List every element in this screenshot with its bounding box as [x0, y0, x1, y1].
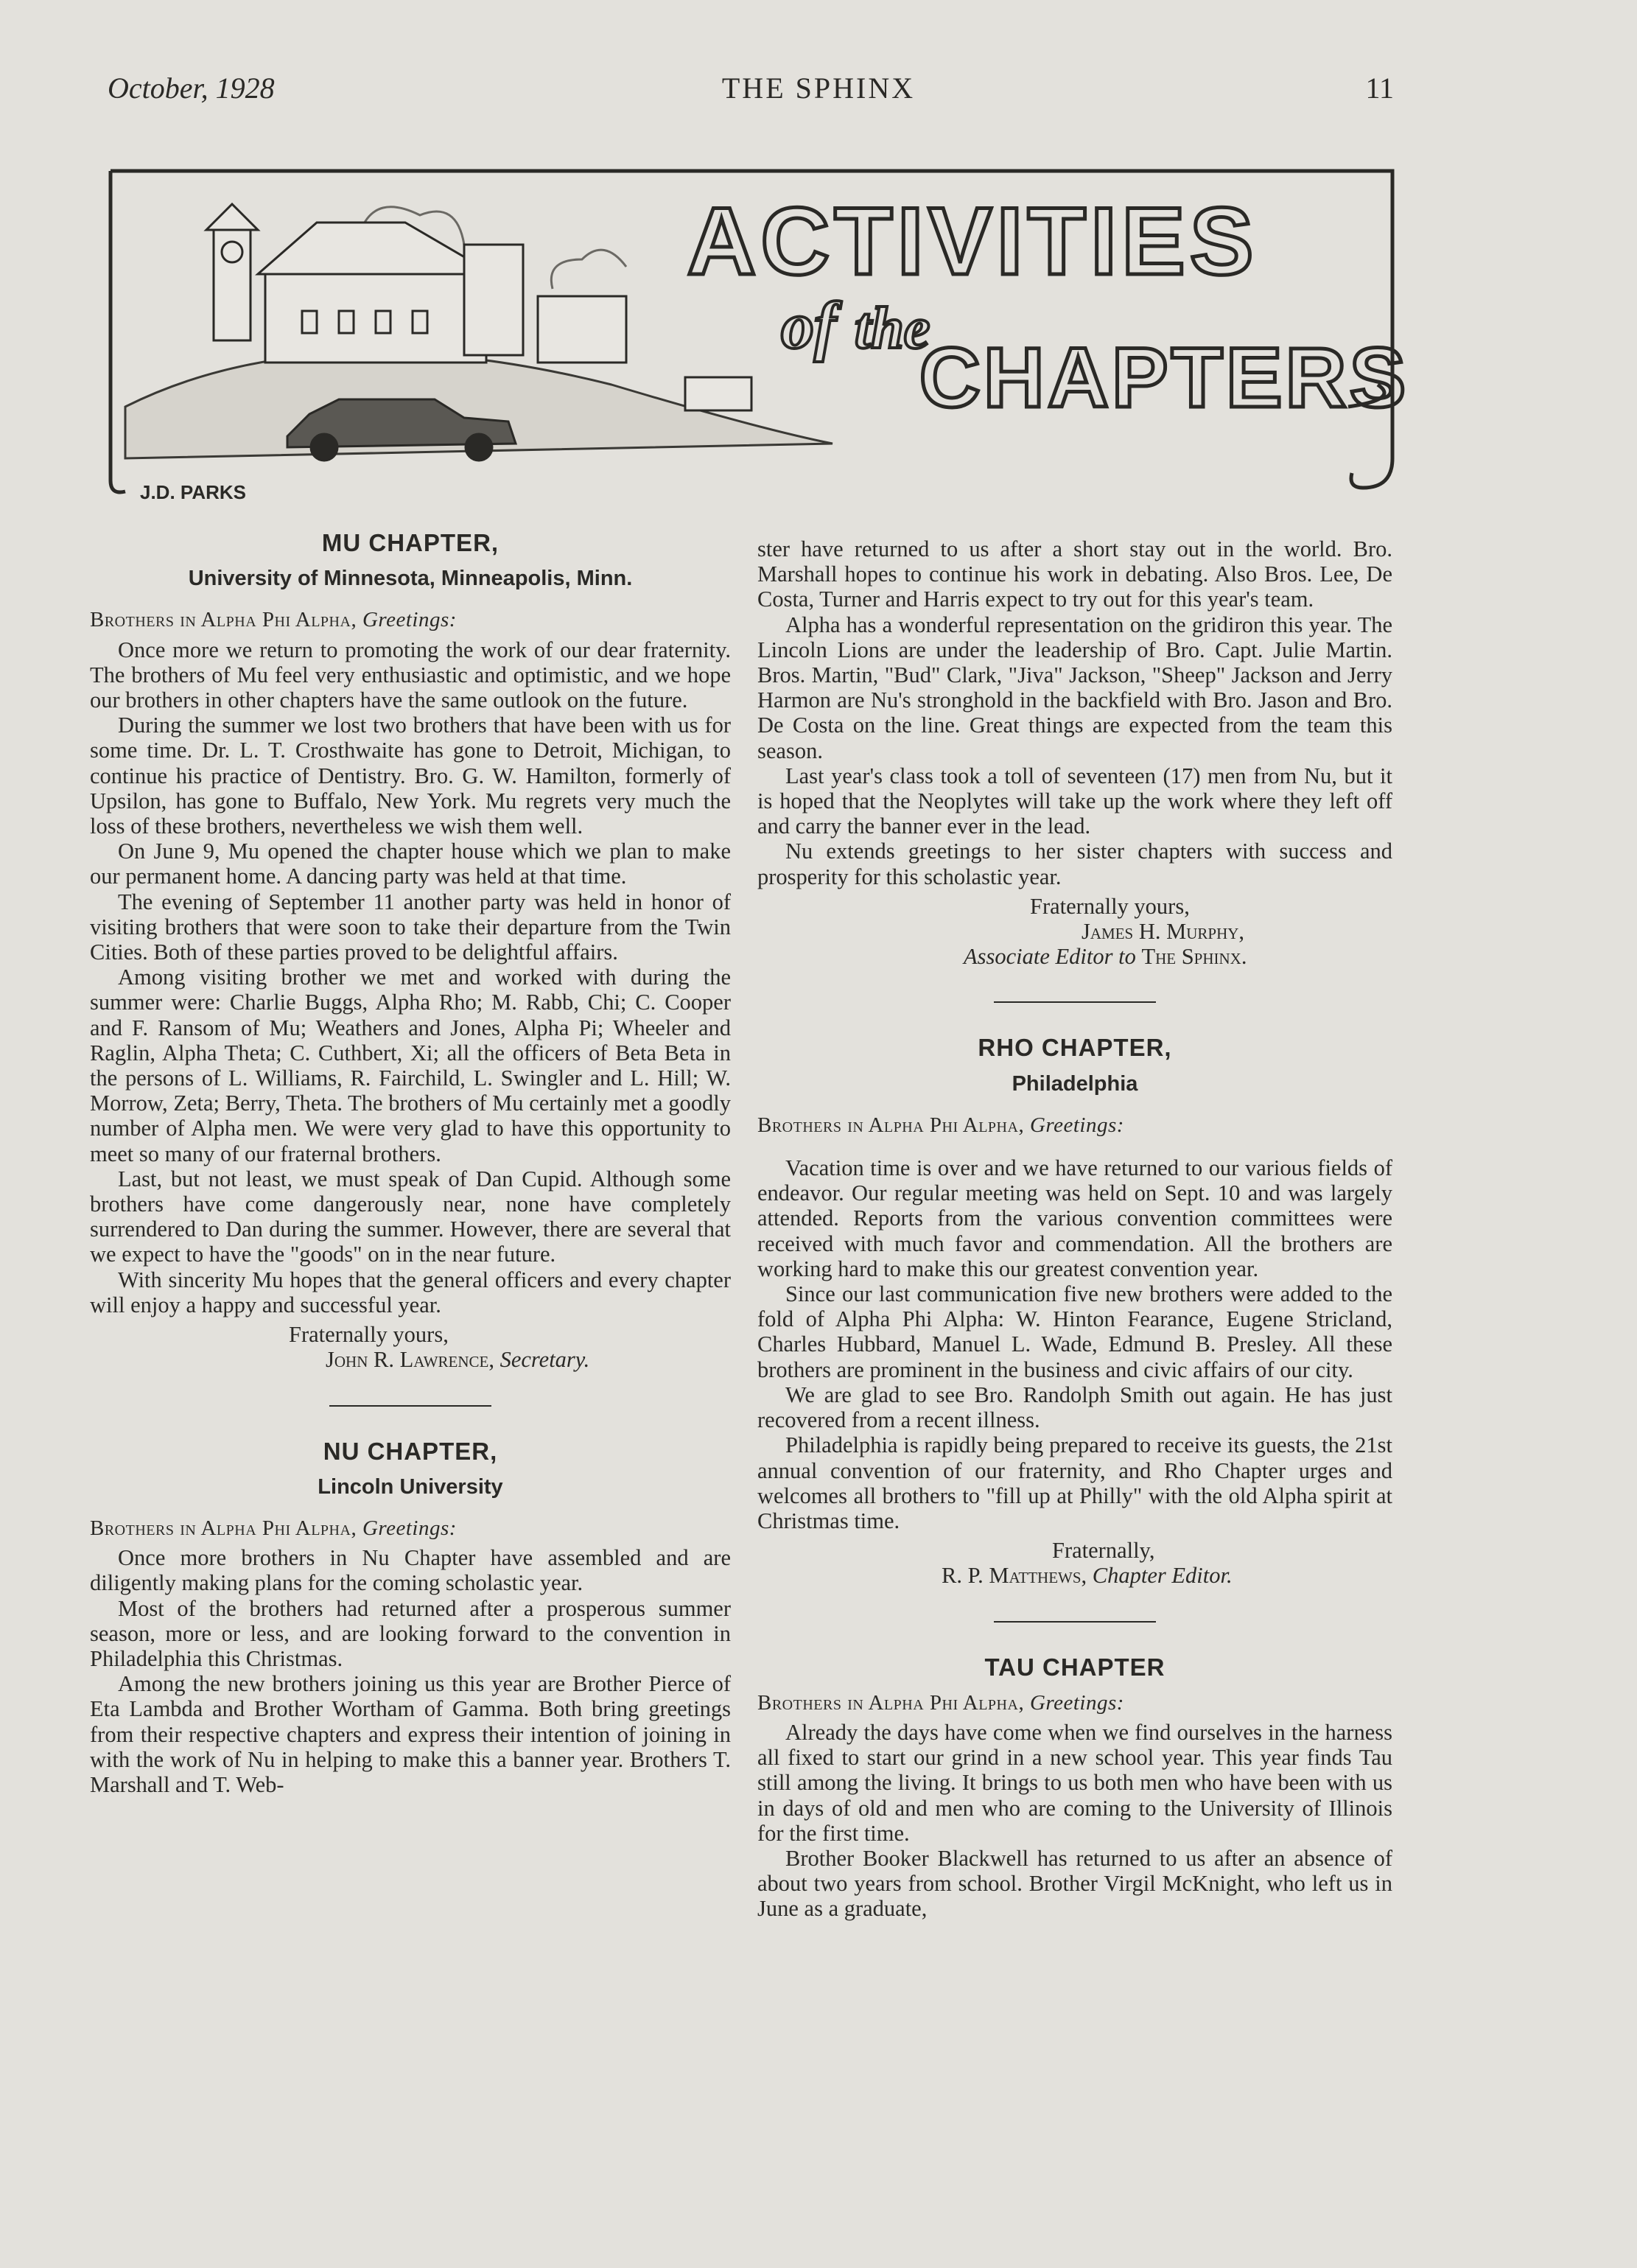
page-number: 11: [1365, 71, 1394, 105]
mu-paragraph: During the summer we lost two brothers that have been with us for some time. Dr. L. T. Crosthwaite has gone to Detroit, Michigan, to continue his practice of Dentistry. Bro. G. W. Hamilton, formerly of Upsilon, has gone to Buffalo, New York. Mu regrets very much the loss of these brothers, nevertheless we wish them well.: [90, 713, 731, 839]
nu-chapter-heading: NU CHAPTER,: [323, 1437, 498, 1465]
running-head: [0, 71, 1637, 115]
mu-chapter-section: [90, 531, 731, 1373]
banner-title-the: the: [855, 296, 930, 361]
rho-paragraph: Philadelphia is rapidly being prepared to receive its guests, the 21st annual convention of our fraternity, and Rho Chapter urges and welcomes all brothers to "fill up at Philly" with the old Alpha spirit at Christmas time.: [757, 1432, 1392, 1533]
mu-paragraph: With sincerity Mu hopes that the general officers and every chapter will enjoy a happy and successful year.: [90, 1267, 731, 1317]
banner-title-line1: ACTIVITIES: [687, 187, 1258, 295]
rho-chapter-heading: RHO CHAPTER,: [978, 1034, 1172, 1062]
section-divider: [329, 1405, 491, 1407]
left-column: [90, 531, 731, 1797]
mu-paragraph: The evening of September 11 another party was held in honor of visiting brothers that were soon to take their departure from the Twin Cities. Both of these parties proved to be delightful affairs.: [90, 889, 731, 965]
tau-chapter-section: [757, 1655, 1392, 1922]
banner-illustration: [96, 164, 1407, 503]
nu-paragraph: Alpha has a wonderful representation on the gridiron this year. The Lincoln Lions are under the leadership of Bro. Capt. Julie Martin. Bros. Martin, "Bud" Clark, "Jiva" Jackson, "Sheep" Jackson and Jerry Harmon are Nu's stronghold in the backfield with Bro. Jason and Bro. De Costa on the line. Great things are expected from the team this season.: [757, 612, 1392, 763]
publication-title: THE SPHINX: [721, 71, 916, 105]
rho-chapter-subheading: Philadelphia: [1012, 1071, 1138, 1096]
nu-continuation: ster have returned to us after a short stay out in the world. Bro. Marshall hopes to continue his work in debating. Also Bros. Lee, De Costa, Turner and Harris expect to try out for this year's team.: [757, 536, 1392, 612]
chapters-banner: [96, 164, 1407, 503]
rho-chapter-section: [757, 1035, 1392, 1588]
mu-greeting: Brothers in Alpha Phi Alpha, Greetings:: [90, 608, 457, 632]
nu-paragraph: Once more brothers in Nu Chapter have assembled and are diligently making plans for the coming scholastic year.: [90, 1545, 731, 1596]
tau-paragraph: Brother Booker Blackwell has returned to us after an absence of about two years from school. Brother Virgil McKnight, who left us in June as a graduate,: [757, 1845, 1392, 1922]
right-column: [757, 536, 1392, 1922]
rho-greeting: Brothers in Alpha Phi Alpha, Greetings:: [757, 1113, 1124, 1137]
rho-paragraph: Since our last communication five new brothers were added to the fold of Alpha Phi Alpha: W. Hinton Fearance, Eugene Stricland, Charles Hubbard, Manuel L. Wade, Edmund B. Presley. All these brothers are prominent in the business and civic affairs of our city.: [757, 1281, 1392, 1382]
mu-chapter-subheading: University of Minnesota, Minneapolis, Minn.: [188, 567, 633, 591]
mu-paragraph: Last, but not least, we must speak of Dan Cupid. Although some brothers have come dangerously near, none have completely surrendered to Dan during the summer. However, there are several that we expect to have the "goods" on in the near future.: [90, 1166, 731, 1267]
nu-signature: Fraternally yours, James H. Murphy, Associate Editor to The Sphinx.: [964, 893, 1247, 970]
nu-paragraph: Among the new brothers joining us this year are Brother Pierce of Eta Lambda and Brother Wortham of Gamma. Both bring greetings from their respective chapters and express their intention of joining in with the work of Nu in helping to make this a banner year. Brothers T. Marshall and T. Web-: [90, 1671, 731, 1797]
mu-paragraph: On June 9, Mu opened the chapter house which we plan to make our permanent home. A dancing party was held at that time.: [90, 839, 731, 889]
issue-date: October, 1928: [108, 71, 275, 105]
tau-paragraph: Already the days have come when we find ourselves in the harness all fixed to start our grind in a new school year. This year finds Tau still among the living. It brings to us both men who have been with us in days of old and men who are coming to the University of Illinois for the first time.: [757, 1719, 1392, 1846]
nu-paragraph: Last year's class took a toll of seventeen (17) men from Nu, but it is hoped that the Neoplytes will take up the work where they left off and carry the banner ever in the lead.: [757, 763, 1392, 839]
rho-paragraph: We are glad to see Bro. Randolph Smith out again. He has just recovered from a recent illness.: [757, 1382, 1392, 1433]
nu-chapter-subheading: Lincoln University: [318, 1474, 503, 1499]
section-divider: [994, 1001, 1156, 1003]
mu-paragraph: Among visiting brother we met and worked with during the summer were: Charlie Buggs, Alpha Rho; M. Rabb, Chi; C. Cooper and F. Ransom of Mu; Weathers and Jones, Alpha Pi; Wheeler and Raglin, Alpha Theta; C. Cuthbert, Xi; all the officers of Beta Beta in the persons of L. Williams, R. Fairchild, L. Swingler and L. Hill; W. Morrow, Zeta; Berry, Theta. The brothers of Mu certainly met a goodly number of Alpha men. We were very glad to have this opportunity to meet so many of our fraternal brothers.: [90, 965, 731, 1166]
banner-title-of: of: [781, 290, 836, 363]
nu-paragraph: Nu extends greetings to her sister chapters with success and prosperity for this scholastic year.: [757, 839, 1392, 889]
rho-paragraph: Vacation time is over and we have returned to our various fields of endeavor. Our regular meeting was held on Sept. 10 and was largely attended. Reports from the various convention committees were received with much favor and commendation. All the brothers are working hard to make this our greatest convention year.: [757, 1155, 1392, 1281]
nu-chapter-continued: [757, 536, 1392, 969]
nu-chapter-section: [90, 1439, 731, 1798]
nu-greeting: Brothers in Alpha Phi Alpha, Greetings:: [90, 1516, 457, 1540]
tau-chapter-heading: TAU CHAPTER: [984, 1653, 1165, 1681]
mu-paragraph: Once more we return to promoting the work of our dear fraternity. The brothers of Mu feel very enthusiastic and optimistic, and we hope our brothers in other chapters have the same outlook on the future.: [90, 637, 731, 713]
mu-chapter-heading: MU CHAPTER,: [321, 529, 499, 556]
nu-paragraph: Most of the brothers had returned after a prosperous summer season, more or less, and are looking forward to the convention in Philadelphia this Christmas.: [90, 1595, 731, 1671]
rho-signature: Fraternally, R. P. Matthews, Chapter Editor.: [942, 1538, 1233, 1589]
banner-title-line2: CHAPTERS: [919, 331, 1407, 425]
tau-greeting: Brothers in Alpha Phi Alpha, Greetings:: [757, 1690, 1124, 1715]
banner-artist-credit: J.D. PARKS: [140, 481, 246, 503]
section-divider: [994, 1621, 1156, 1623]
mu-signature: Fraternally yours, John R. Lawrence, Secretary.: [289, 1322, 590, 1373]
